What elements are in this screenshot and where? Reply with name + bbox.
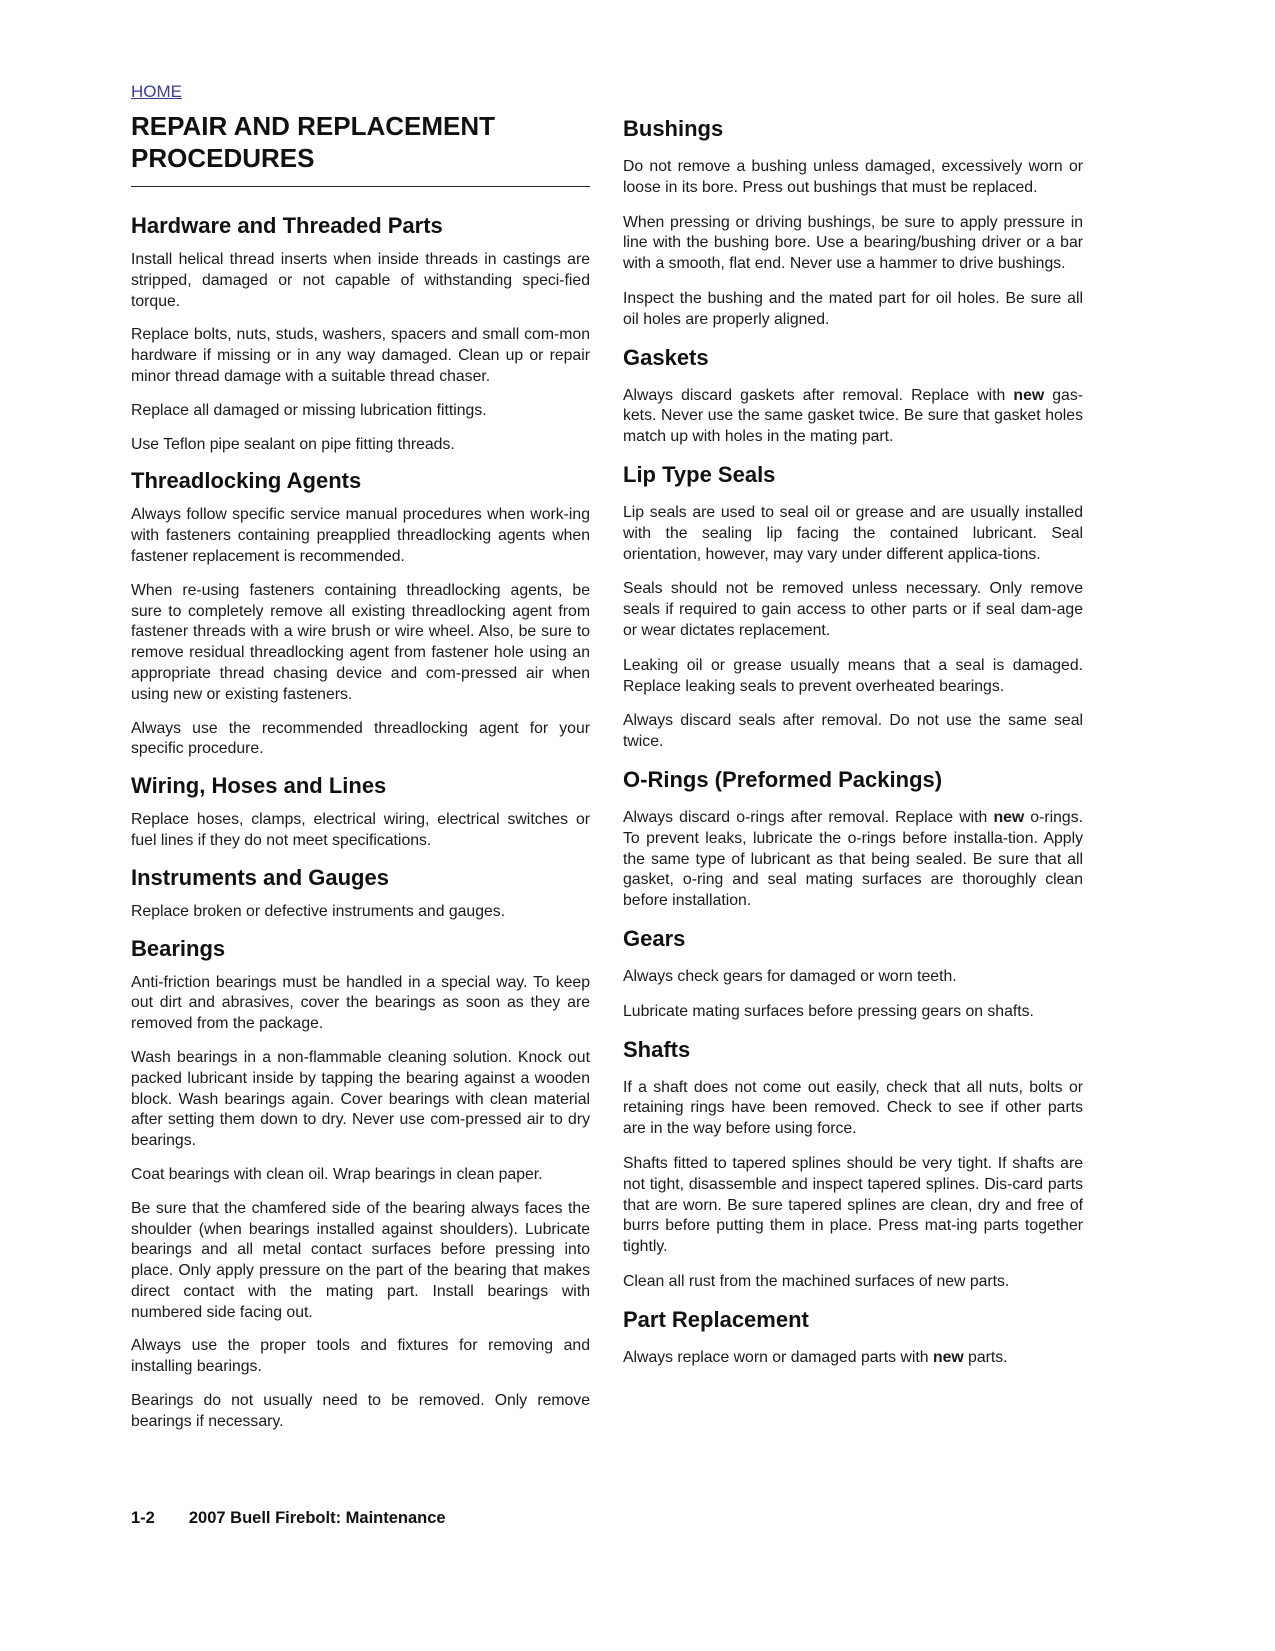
section-heading: Threadlocking Agents (131, 468, 362, 494)
page-footer (131, 1509, 446, 1528)
body-paragraph: Lubricate mating surfaces before pressing gears on shafts. (623, 1002, 1034, 1020)
page-title-line-2: PROCEDURES (131, 143, 315, 173)
body-paragraph: When re-using fasteners containing threadlocking agents, be sure to completely remove all existing threadlocking agent from fastener threads with a wire brush or wire wheel. Also, be sure to remove residual threadlocking agent from fastener hole using an appropriate thread chasing device and com-pressed air when using new or existing fasteners. (131, 581, 590, 703)
body-paragraph: Always check gears for damaged or worn teeth. (623, 967, 957, 985)
body-paragraph: Always use the proper tools and fixtures for removing and installing bearings. (131, 1337, 590, 1376)
body-paragraph: Do not remove a bushing unless damaged, excessively worn or loose in its bore. Press out bushings that must be replaced. (623, 158, 1083, 196)
left-column (131, 82, 590, 1446)
section-heading: Shafts (623, 1036, 691, 1062)
body-paragraph: Always follow specific service manual procedures when work-ing with fasteners containing preapplied threadlocking agents when fastener replacement is recommended. (131, 506, 590, 565)
body-paragraph: Wash bearings in a non-flammable cleaning solution. Knock out packed lubricant inside by tapping the bearing against a wooden block. Wash bearings again. Cover bearings with clean material after setting them down to dry. Never use com-pressed air to dry bearings. (131, 1048, 590, 1150)
section-heading: Gears (623, 925, 686, 951)
body-paragraph: Clean all rust from the machined surfaces of new parts. (623, 1272, 1010, 1290)
body-paragraph: Leaking oil or grease usually means that a seal is damaged. Replace leaking seals to prevent overheated bearings. (623, 656, 1083, 695)
section-heading: Instruments and Gauges (131, 864, 389, 890)
body-paragraph: Inspect the bushing and the mated part for oil holes. Be sure all oil holes are properly aligned. (623, 289, 1083, 328)
section-heading: Wiring, Hoses and Lines (131, 773, 387, 799)
section-heading: O-Rings (Preformed Packings) (623, 766, 943, 792)
body-paragraph: Coat bearings with clean oil. Wrap bearings in clean paper. (131, 1165, 543, 1183)
body-paragraph: Lip seals are used to seal oil or grease and are usually installed with the sealing lip facing the contained lubricant. Seal orientation, however, may vary under different applica-tions. (623, 503, 1083, 563)
section-heading: Lip Type Seals (623, 461, 776, 487)
body-paragraph: Be sure that the chamfered side of the bearing always faces the shoulder (when bearings installed against shoulders). Lubricate bearings and all metal contact surfaces before pressing into place. Only apply pressure on the part of the bearing that makes direct contact with the mating part. Install bearings with numbered side facing out. (131, 1199, 590, 1321)
right-column (623, 116, 1083, 1382)
body-paragraph: Shafts fitted to tapered splines should be very tight. If shafts are not tight, disassemble and inspect tapered splines. Dis-card parts that are worn. Be sure tapered splines are clean, dry and free of burrs before putting them in place. Press mat-ing parts together tightly. (623, 1154, 1083, 1256)
page-title (131, 110, 590, 187)
body-paragraph: Bearings do not usually need to be removed. Only remove bearings if necessary. (131, 1392, 590, 1430)
right-sections (623, 116, 1083, 1368)
body-paragraph: Replace broken or defective instruments and gauges. (131, 902, 506, 920)
body-paragraph: Replace hoses, clamps, electrical wiring, electrical switches or fuel lines if they do not meet specifications. (131, 811, 590, 849)
home-link[interactable]: HOME (131, 82, 182, 101)
body-paragraph: Always discard o-rings after removal. Replace with new o-rings. To prevent leaks, lubricate the o-rings before installa-tion. Apply the same type of lubricant as that being sealed. Be sure that all gasket, o-ring and seal mating surfaces are thoroughly clean before installation. (623, 808, 1083, 910)
section-heading: Gaskets (623, 344, 709, 370)
section-heading: Part Replacement (623, 1306, 809, 1332)
body-paragraph: Always discard seals after removal. Do not use the same seal twice. (623, 712, 1083, 751)
body-paragraph: When pressing or driving bushings, be sure to apply pressure in line with the bushing bore. Use a bearing/bushing driver or a bar with a smooth, flat end. Never use a hammer to drive bushings. (623, 213, 1083, 273)
body-paragraph: If a shaft does not come out easily, check that all nuts, bolts or retaining rings have been removed. Check to see if other parts are in the way before using force. (623, 1078, 1083, 1138)
left-sections (131, 213, 590, 1433)
section-heading: Bushings (623, 116, 724, 141)
body-paragraph: Always use the recommended threadlocking agent for your specific procedure. (131, 719, 590, 758)
body-paragraph: Always replace worn or damaged parts with new parts. (623, 1348, 1008, 1366)
body-paragraph: Replace all damaged or missing lubrication fittings. (131, 401, 487, 419)
body-paragraph: Install helical thread inserts when inside threads in castings are stripped, damaged or not capable of withstanding speci-fied torque. (131, 251, 590, 310)
body-paragraph: Always discard gaskets after removal. Replace with new gas-kets. Never use the same gasket twice. Be sure that gasket holes match up with holes in the mating part. (623, 386, 1083, 446)
body-paragraph: Replace bolts, nuts, studs, washers, spacers and small com-mon hardware if missing or in any way damaged. Clean up or repair minor thread damage with a suitable thread chaser. (131, 326, 590, 385)
page-number: 1-2 (131, 1509, 155, 1527)
body-paragraph: Anti-friction bearings must be handled in a special way. To keep out dirt and abrasives, cover the bearings as soon as they are removed from the package. (131, 973, 590, 1033)
body-paragraph: Seals should not be removed unless necessary. Only remove seals if required to gain access to other parts or if seal dam-age or wear dictates replacement. (623, 580, 1083, 639)
page-title-line-1: REPAIR AND REPLACEMENT (131, 111, 496, 141)
section-heading: Bearings (131, 935, 226, 961)
manual-title: 2007 Buell Firebolt: Maintenance (188, 1509, 446, 1527)
body-paragraph: Use Teflon pipe sealant on pipe fitting threads. (131, 435, 455, 453)
section-heading: Hardware and Threaded Parts (131, 213, 443, 238)
